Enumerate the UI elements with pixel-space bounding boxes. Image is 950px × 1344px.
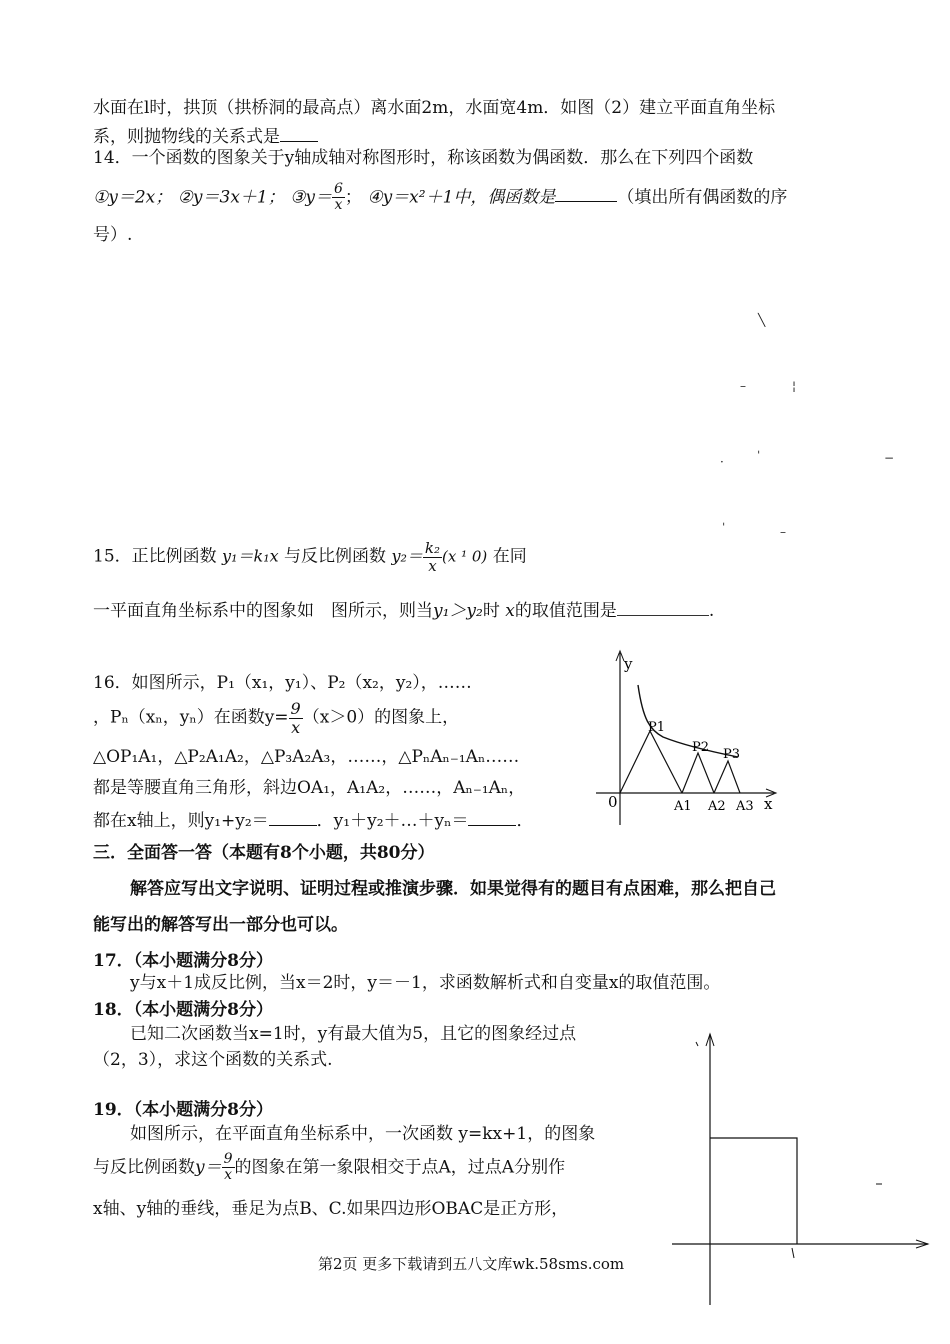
scan-mark: − <box>884 451 895 465</box>
scan-mark: ╲ <box>758 313 766 327</box>
q15-inverse-fraction <box>423 540 442 574</box>
scan-mark: ˈ <box>757 449 761 463</box>
scan-mark: – <box>740 379 746 393</box>
scan-mark: ˈ <box>722 521 726 535</box>
section3-instruction-1: 解答应写出文字说明、证明过程或推演步骤．如果觉得有的题目有点困难，那么把自己 <box>130 879 776 899</box>
figure-y-label: y <box>624 655 633 673</box>
q15-mid: 与反比例函数 <box>284 546 387 567</box>
q13-line1: 水面在l时，拱顶（拱桥洞的最高点）离水面2m，水面宽4m．如图（2）建立平面直角坐标 <box>93 98 776 118</box>
q14-line3: 号）. <box>93 225 133 245</box>
q15-line2-mid: 时 <box>482 601 500 621</box>
scan-mark: – <box>780 525 786 539</box>
figure-p1-label: P1 <box>648 720 666 735</box>
fraction-numerator: 6 <box>334 181 343 197</box>
fraction-denominator: x <box>334 197 343 214</box>
q19-line3: x轴、y轴的垂线，垂足为点B、C.如果四边形OBAC是正方形， <box>93 1199 569 1219</box>
fraction-denominator: x <box>291 717 301 737</box>
fraction-numerator: 9 <box>290 699 301 718</box>
answer-blank <box>468 811 516 826</box>
answer-blank <box>269 811 317 826</box>
q19-line2 <box>93 1152 565 1188</box>
section3-title: 三．全面答一答（本题有8个小题，共80分） <box>93 843 435 863</box>
q14-line1: 14．一个函数的图象关于y轴成轴对称图形时，称该函数为偶函数．那么在下列四个函数 <box>93 148 754 168</box>
q14-option2: ②y＝3x＋1； <box>177 187 285 208</box>
q15-domain: (x ¹ 0) <box>442 547 488 566</box>
q15-end: . <box>708 601 715 621</box>
q19-line1: 如图所示，在平面直角坐标系中，一次函数 y=kx+1，的图象 <box>130 1124 596 1144</box>
q16-line1: 16．如图所示，P₁（x₁，y₁）、P₂（x₂，y₂），…… <box>93 673 472 693</box>
q15-var: x <box>505 601 515 621</box>
figure-origin-label: 0 <box>608 793 618 811</box>
q16-line3: △OP₁A₁，△P₂A₁A₂，△P₃A₂A₃，……，△PₙAₙ₋₁Aₙ…… <box>93 747 520 767</box>
q16-line5-end: ． <box>516 811 534 831</box>
q15-line1 <box>93 540 527 584</box>
figure-p2-label: P2 <box>692 740 710 755</box>
q18-line2: （2，3），求这个函数的关系式. <box>93 1050 333 1070</box>
answer-blank <box>617 601 709 616</box>
fraction-numerator: 9 <box>223 1151 233 1167</box>
q15-line2 <box>93 601 714 620</box>
figure-a3-label: A3 <box>736 799 754 814</box>
q15-line2-pre: 一平面直角坐标系中的图象如 图所示，则当 <box>93 601 433 621</box>
q18-heading: 18．（本小题满分8分） <box>93 1000 273 1020</box>
figure-p3-label: P3 <box>723 747 741 762</box>
fraction-numerator: k₂ <box>424 539 441 557</box>
square-oblac <box>710 1138 797 1244</box>
q16-line5-mid: ．y₁＋y₂＋…＋yₙ＝ <box>316 811 469 831</box>
tick-mark <box>792 1248 794 1258</box>
q14-tail: （填出所有偶函数的序 <box>617 187 788 208</box>
page-footer: 第2页 更多下载请到五八文库wk.58sms.com <box>318 1255 625 1273</box>
q19-function-pre: y＝ <box>195 1157 222 1178</box>
figure-x-label: x <box>764 795 773 813</box>
q13-line2-text: 系，则抛物线的关系式是 <box>93 127 280 147</box>
fraction-denominator: x <box>224 1167 233 1184</box>
q14-option3-post: ； <box>344 187 362 208</box>
answer-blank <box>555 187 617 202</box>
scan-mark <box>696 1042 698 1046</box>
q19-fraction <box>222 1152 235 1184</box>
figure-a2-label: A2 <box>708 799 726 814</box>
q14-option1: ①y＝2x； <box>93 187 173 208</box>
answer-blank <box>280 127 318 142</box>
q17-body: y与x＋1成反比例，当x＝2时，y＝－1，求函数解析式和自变量x的取值范围。 <box>130 973 721 993</box>
q15-pre: 15．正比例函数 <box>93 546 217 567</box>
q15-condition: y₁＞y₂ <box>433 601 483 621</box>
q16-line2-post: （x＞0）的图象上， <box>302 707 460 728</box>
q14-option3-fraction <box>332 182 345 214</box>
q19-line2-post: 的图象在第一象限相交于点A，过点A分别作 <box>234 1157 566 1178</box>
section3-instruction-2: 能写出的解答写出一部分也可以。 <box>93 915 348 935</box>
q16-line4: 都是等腰直角三角形，斜边OA₁，A₁A₂，……，Aₙ₋₁Aₙ， <box>93 778 526 798</box>
q18-line1: 已知二次函数当x=1时，y有最大值为5，且它的图象经过点 <box>130 1024 577 1044</box>
triangle-p2a1a2 <box>682 753 714 793</box>
scan-mark: ¦ <box>792 379 797 393</box>
q16-line5-pre: 都在x轴上，则y₁+y₂＝ <box>93 811 269 831</box>
q16-figure <box>588 645 788 830</box>
scan-mark: · <box>720 455 724 469</box>
triangle-p3a2a3 <box>714 761 740 793</box>
q16-line2 <box>93 699 460 737</box>
q14-line2 <box>93 182 787 218</box>
q17-heading: 17．（本小题满分8分） <box>93 951 273 971</box>
figure-a1-label: A1 <box>674 799 692 814</box>
q14-option4: ④y＝x²＋1中，偶函数是 <box>367 187 556 208</box>
q16-line2-pre: ，Pₙ（xₙ，yₙ）在函数y= <box>93 707 289 728</box>
q19-heading: 19．（本小题满分8分） <box>93 1100 273 1120</box>
fraction-denominator: x <box>428 556 437 575</box>
q14-option3-pre: ③y＝ <box>290 187 332 208</box>
q16-line5 <box>93 811 533 830</box>
q15-direct-function: y₁＝k₁x <box>222 546 279 566</box>
q19-figure <box>660 1020 940 1310</box>
q15-post: 在同 <box>492 546 527 567</box>
q15-inverse-pre: y₂＝ <box>391 546 423 566</box>
q13-line2 <box>93 127 318 146</box>
q15-line2-post: 的取值范围是 <box>514 601 617 621</box>
q19-line2-pre: 与反比例函数 <box>93 1157 195 1178</box>
q16-fraction <box>289 700 303 736</box>
